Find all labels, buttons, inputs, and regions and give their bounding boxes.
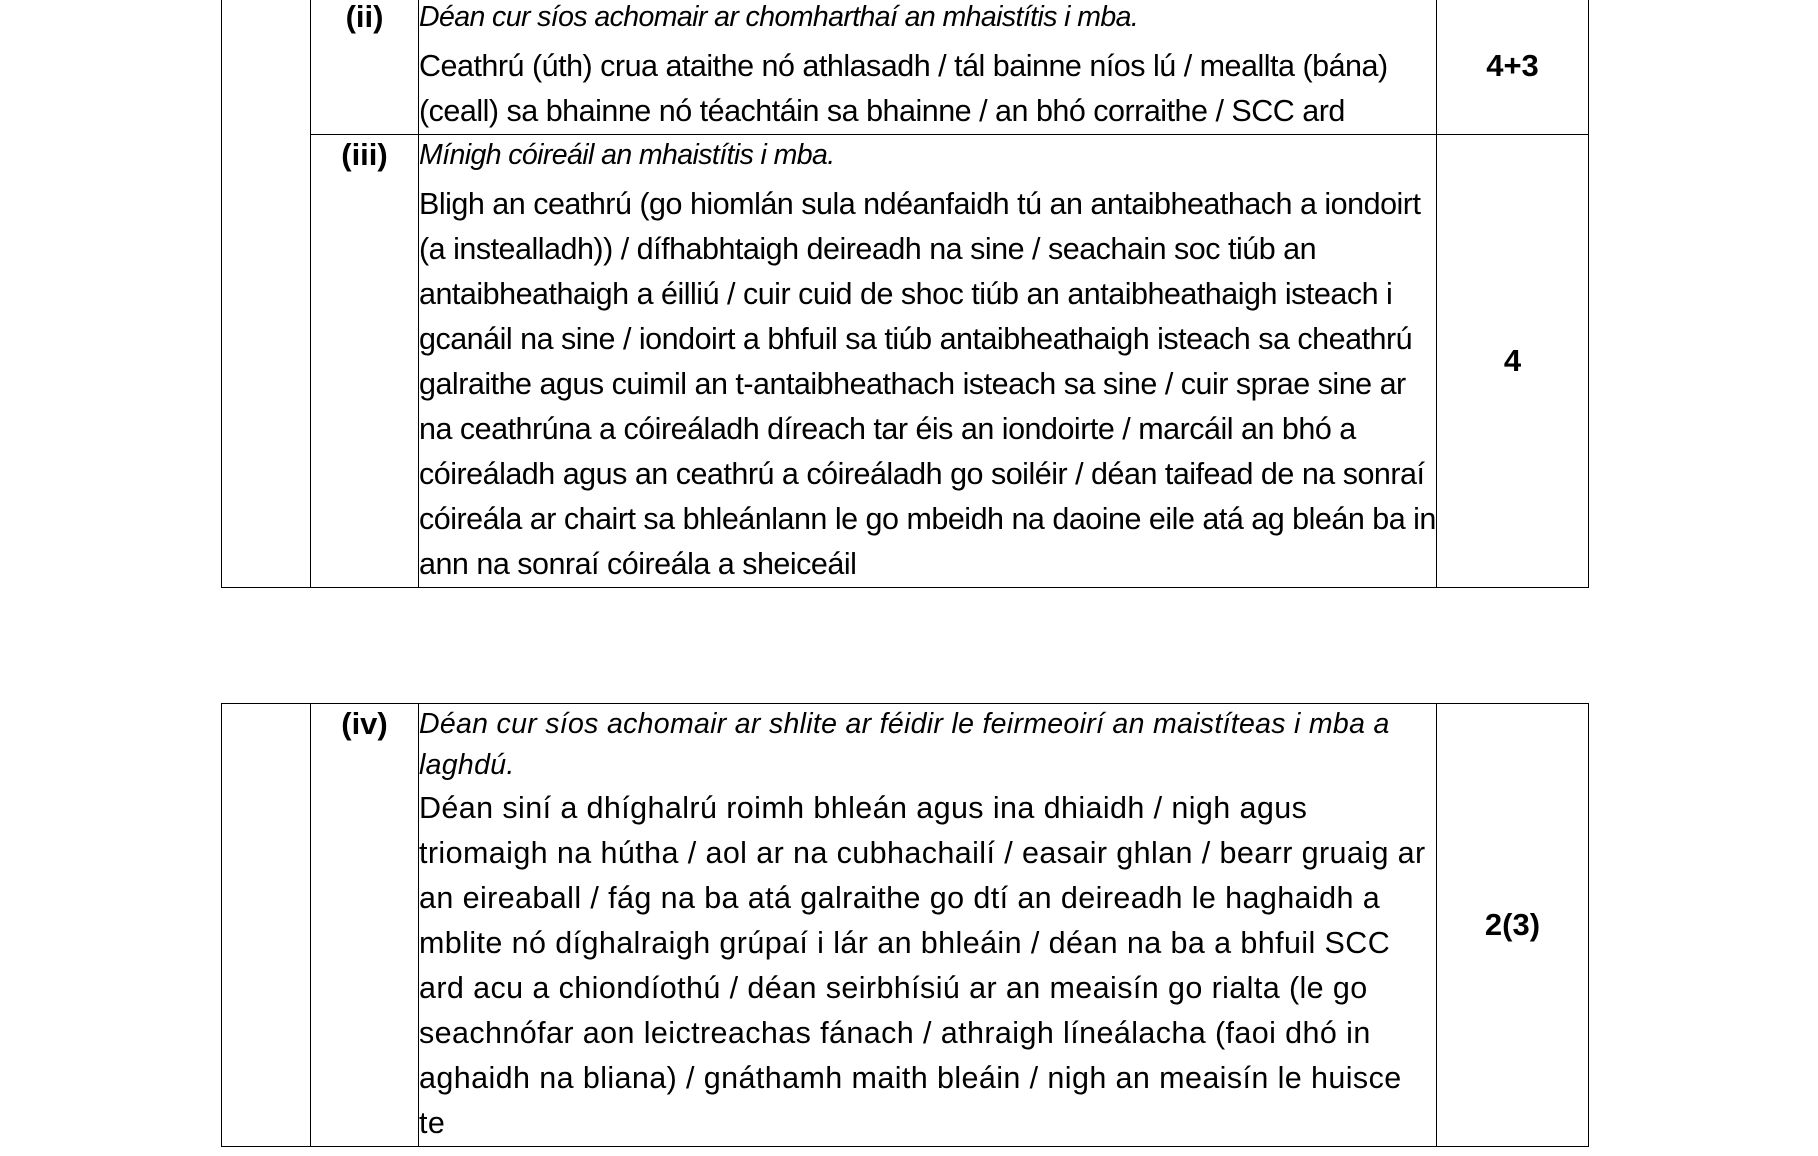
part-label: (ii) <box>311 0 419 135</box>
question-cell <box>419 135 1437 588</box>
part-label: (iii) <box>311 135 419 588</box>
answer-text: Ceathrú (úth) crua ataithe nó athlasadh / tál bainne níos lú / meallta (bána) (ceall) sa bhainne nó téachtáin sa bhainne / an bhó corraithe / SCC ard <box>419 49 1388 128</box>
question-prompt: Déan cur síos achomair ar shlite ar féidir le feirmeoirí an maistíteas i mba a laghdú. <box>419 708 1390 781</box>
table-row <box>222 135 1589 588</box>
table-row <box>222 0 1589 135</box>
marking-scheme-table <box>221 0 1589 588</box>
marks-cell: 2(3) <box>1437 704 1589 1147</box>
question-prompt: Déan cur síos achomair ar chomharthaí an mhaistítis i mba. <box>419 1 1139 33</box>
question-cell <box>419 0 1437 135</box>
marks-cell: 4+3 <box>1437 0 1589 135</box>
question-number-cell <box>222 0 311 588</box>
marks-cell: 4 <box>1437 135 1589 588</box>
marking-scheme-table <box>221 703 1589 1147</box>
question-prompt: Mínigh cóireáil an mhaistítis i mba. <box>419 139 835 171</box>
answer-text: Bligh an ceathrú (go hiomlán sula ndéanfaidh tú an antaibheathach a iondoirt (a instealladh)) / dífhabhtaigh deireadh na sine / seachain soc tiúb an antaibheathaigh a éilliú / cuir cuid de shoc tiúb an antaibheathaigh isteach i gcanáil na sine / iondoirt a bhfuil sa tiúb antaibheathaigh isteach sa cheathrú galraithe agus cuimil an t-antaibheathach isteach sa sine / cuir sprae sine ar na ceathrúna a cóireáladh díreach tar éis an iondoirte / marcáil an bhó a cóireáladh agus an ceathrú a cóireáladh go soiléir / déan taifead de na sonraí cóireála ar chairt sa bhleánlann le go mbeidh na daoine eile atá ag bleán ba in ann na sonraí cóireála a sheiceáil <box>419 187 1436 581</box>
part-label: (iv) <box>311 704 419 1147</box>
question-number-cell <box>222 704 311 1147</box>
answer-text: Déan siní a dhíghalrú roimh bhleán agus ina dhiaidh / nigh agus triomaigh na hútha / aol ar na cubhachailí / easair ghlan / bearr gruaig ar an eireaball / fág na ba atá galraithe go dtí an deireadh le haghaidh a mblite nó díghalraigh grúpaí i lár an bhleáin / déan na ba a bhfuil SCC ard acu a chiondíothú / déan seirbhísiú ar an meaisín go rialta (le go seachnófar aon leictreachas fánach / athraigh líneálacha (faoi dhó in aghaidh na bliana) / gnáthamh maith bleáin / nigh an meaisín le huisce te <box>419 791 1426 1140</box>
question-cell <box>419 704 1437 1147</box>
table-row <box>222 704 1589 1147</box>
